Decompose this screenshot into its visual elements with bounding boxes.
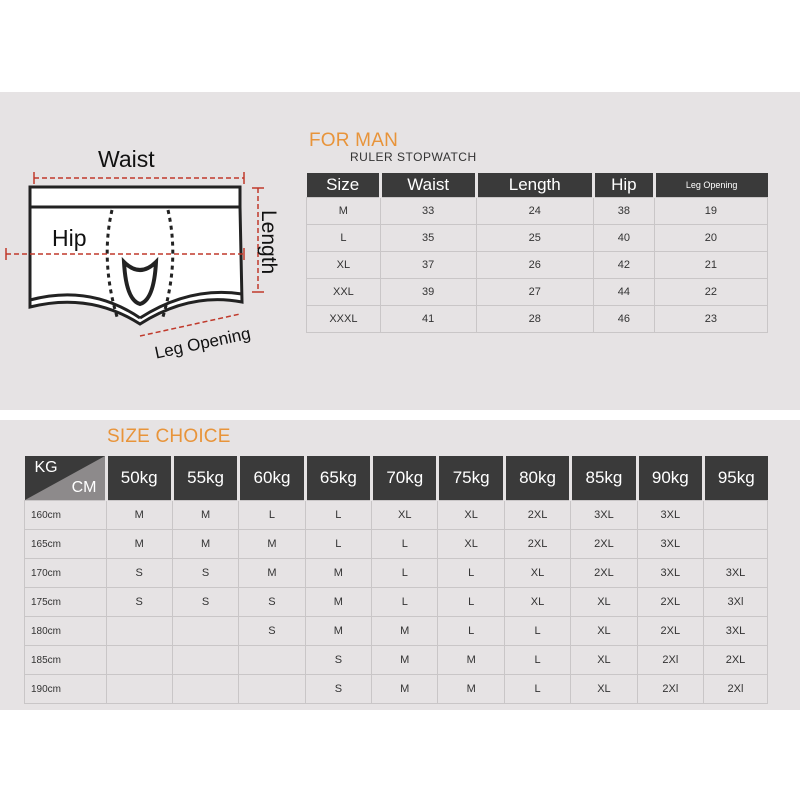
weight-header: 50kg	[106, 456, 172, 501]
measurement-cell: 25	[476, 225, 593, 252]
size-cell: M	[305, 559, 371, 588]
size-cell: S	[305, 675, 371, 704]
size-cell	[172, 617, 238, 646]
size-cell: M	[438, 675, 504, 704]
size-row	[25, 501, 768, 530]
height-label: 175cm	[25, 588, 107, 617]
size-cell: 3XL	[637, 559, 703, 588]
size-cell: L	[504, 675, 570, 704]
size-cell: L	[438, 617, 504, 646]
measurement-cell: L	[307, 225, 381, 252]
for-man-heading: FOR MAN	[309, 130, 399, 151]
size-cell: L	[372, 530, 438, 559]
size-cell: XL	[571, 646, 637, 675]
size-cell: M	[172, 530, 238, 559]
length-label: Length	[257, 210, 280, 275]
height-label: 185cm	[25, 646, 107, 675]
size-cell: XL	[438, 501, 504, 530]
size-cell: 2XL	[504, 530, 570, 559]
weight-header-row	[25, 456, 768, 501]
header-waist: Waist	[380, 173, 476, 198]
size-cell: L	[504, 617, 570, 646]
measurement-cell: 28	[476, 306, 593, 333]
measurement-cell: 21	[654, 252, 767, 279]
weight-header: 55kg	[172, 456, 238, 501]
measurement-cell: 24	[476, 198, 593, 225]
measurement-cell: 20	[654, 225, 767, 252]
size-cell: XL	[571, 588, 637, 617]
waist-label: Waist	[98, 146, 155, 172]
size-cell: M	[239, 559, 305, 588]
underwear-diagram	[0, 92, 300, 392]
weight-header: 65kg	[305, 456, 371, 501]
size-cell: M	[305, 588, 371, 617]
measurement-row	[307, 225, 768, 252]
size-cell: M	[106, 530, 172, 559]
size-choice-heading: SIZE CHOICE	[107, 426, 231, 447]
size-row	[25, 588, 768, 617]
size-cell: S	[172, 559, 238, 588]
measurement-cell: 46	[593, 306, 654, 333]
corner-cm-label: CM	[71, 479, 97, 496]
size-cell: L	[504, 646, 570, 675]
measurement-cell: 33	[380, 198, 476, 225]
ruler-stopwatch-subtitle: RULER STOPWATCH	[350, 150, 477, 164]
measurement-cell: 19	[654, 198, 767, 225]
header-size: Size	[307, 173, 381, 198]
size-cell: 2XL	[571, 530, 637, 559]
size-cell: S	[239, 617, 305, 646]
weight-header: 60kg	[239, 456, 305, 501]
size-cell: M	[106, 501, 172, 530]
height-label: 180cm	[25, 617, 107, 646]
size-cell: L	[438, 559, 504, 588]
size-cell: S	[305, 646, 371, 675]
size-cell: L	[305, 501, 371, 530]
measurement-cell: XL	[307, 252, 381, 279]
height-label: 190cm	[25, 675, 107, 704]
size-cell	[106, 646, 172, 675]
size-cell: L	[305, 530, 371, 559]
briefs-illustration	[0, 92, 300, 392]
size-cell	[172, 646, 238, 675]
size-cell: M	[372, 617, 438, 646]
size-cell: 2XL	[637, 617, 703, 646]
size-cell: XL	[571, 617, 637, 646]
size-cell: 3XL	[637, 501, 703, 530]
size-cell: S	[172, 588, 238, 617]
size-cell: XL	[571, 675, 637, 704]
measurement-cell: 44	[593, 279, 654, 306]
height-label: 165cm	[25, 530, 107, 559]
size-row	[25, 530, 768, 559]
measurement-cell: 38	[593, 198, 654, 225]
weight-header: 95kg	[704, 456, 768, 501]
size-cell: 2XL	[704, 646, 768, 675]
kg-cm-corner-cell	[25, 456, 107, 501]
size-cell: L	[372, 559, 438, 588]
size-cell: M	[372, 646, 438, 675]
size-cell	[239, 675, 305, 704]
size-cell: M	[372, 675, 438, 704]
corner-kg-label: KG	[34, 459, 58, 476]
size-cell: XL	[504, 559, 570, 588]
measurement-cell: 39	[380, 279, 476, 306]
size-cell: 2XL	[637, 588, 703, 617]
size-cell: 2Xl	[704, 675, 768, 704]
size-cell	[704, 501, 768, 530]
height-label: 170cm	[25, 559, 107, 588]
size-cell: L	[239, 501, 305, 530]
size-cell: 2XL	[504, 501, 570, 530]
size-cell: S	[106, 588, 172, 617]
size-cell: L	[438, 588, 504, 617]
size-cell: L	[372, 588, 438, 617]
size-cell	[172, 675, 238, 704]
measurement-header-row	[307, 173, 768, 198]
size-cell: 3XL	[704, 617, 768, 646]
measurement-row	[307, 252, 768, 279]
size-cell: XL	[372, 501, 438, 530]
measurement-table	[306, 173, 768, 333]
measurement-cell: 27	[476, 279, 593, 306]
size-row	[25, 675, 768, 704]
measurement-cell: 35	[380, 225, 476, 252]
measurement-cell: 42	[593, 252, 654, 279]
size-cell: 2Xl	[637, 675, 703, 704]
header-leg-opening: Leg Opening	[654, 173, 767, 198]
weight-header: 70kg	[372, 456, 438, 501]
weight-header: 75kg	[438, 456, 504, 501]
size-choice-table	[24, 456, 768, 704]
measurement-row	[307, 306, 768, 333]
weight-header: 80kg	[504, 456, 570, 501]
measurement-row	[307, 198, 768, 225]
size-cell: 3XL	[637, 530, 703, 559]
measurement-row	[307, 279, 768, 306]
leg-opening-label: Leg Opening	[153, 323, 253, 363]
size-cell: M	[305, 617, 371, 646]
measurement-cell: 22	[654, 279, 767, 306]
size-row	[25, 559, 768, 588]
size-cell: 3XL	[704, 559, 768, 588]
hip-label: Hip	[52, 225, 87, 251]
weight-header: 90kg	[637, 456, 703, 501]
size-cell: 3Xl	[704, 588, 768, 617]
size-row	[25, 646, 768, 675]
size-cell: XL	[438, 530, 504, 559]
measurement-cell: XXXL	[307, 306, 381, 333]
measurement-cell: 41	[380, 306, 476, 333]
size-cell: S	[239, 588, 305, 617]
measurement-cell: 40	[593, 225, 654, 252]
size-row	[25, 617, 768, 646]
measurement-cell: 23	[654, 306, 767, 333]
size-cell	[106, 617, 172, 646]
size-cell: XL	[504, 588, 570, 617]
size-cell	[106, 675, 172, 704]
size-cell: 3XL	[571, 501, 637, 530]
height-label: 160cm	[25, 501, 107, 530]
measurement-cell: 26	[476, 252, 593, 279]
weight-header: 85kg	[571, 456, 637, 501]
size-cell: M	[172, 501, 238, 530]
header-length: Length	[476, 173, 593, 198]
size-cell: 2XL	[571, 559, 637, 588]
header-hip: Hip	[593, 173, 654, 198]
size-cell: 2Xl	[637, 646, 703, 675]
measurement-cell: XXL	[307, 279, 381, 306]
size-cell: S	[106, 559, 172, 588]
size-cell	[704, 530, 768, 559]
measurement-cell: 37	[380, 252, 476, 279]
measurement-cell: M	[307, 198, 381, 225]
size-cell: M	[438, 646, 504, 675]
size-cell	[239, 646, 305, 675]
size-cell: M	[239, 530, 305, 559]
